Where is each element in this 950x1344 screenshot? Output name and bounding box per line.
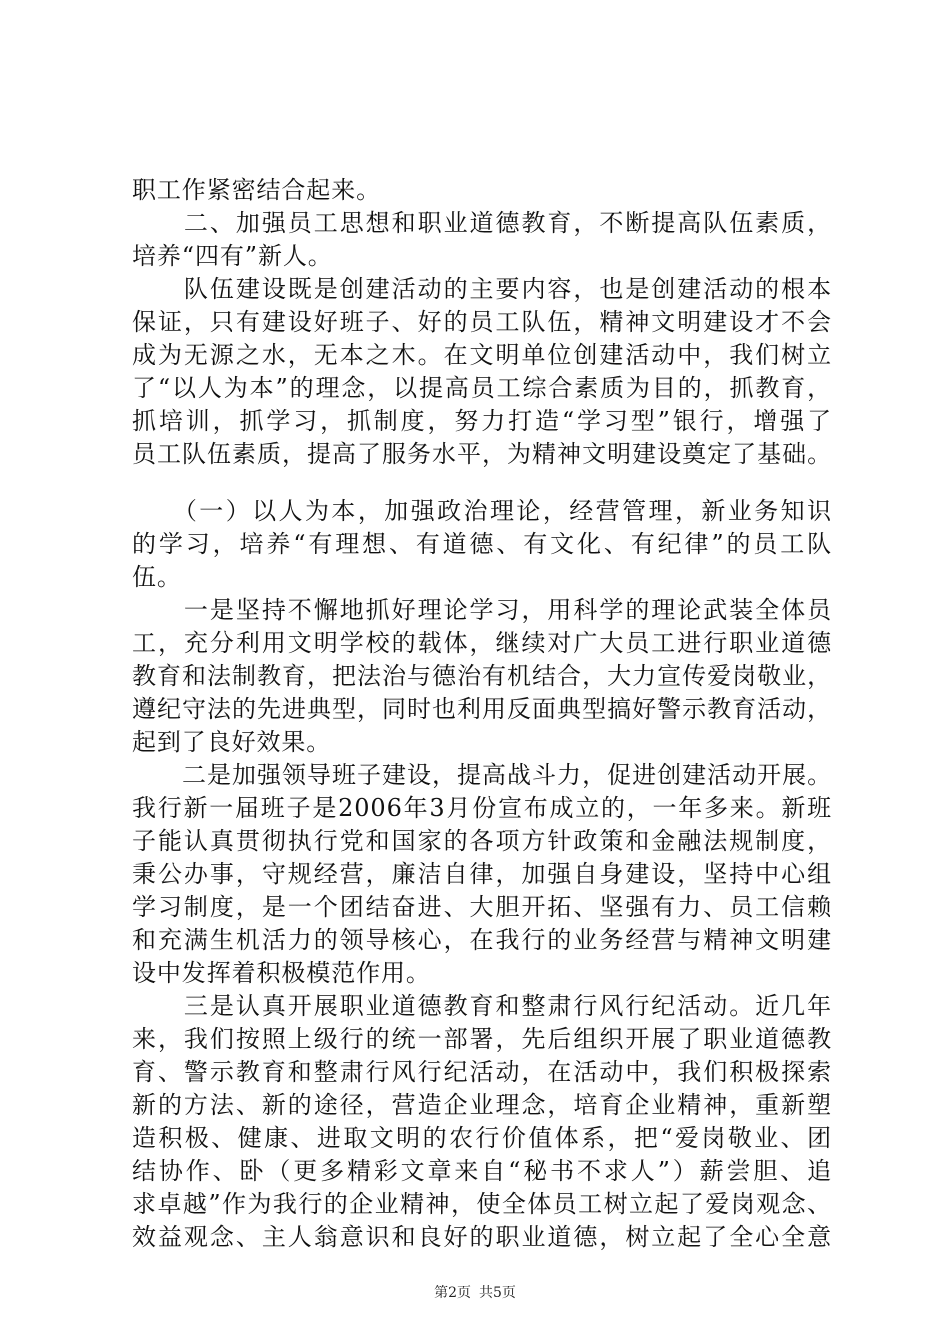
text-line: 工，充分利用文明学校的载体，继续对广大员工进行职业道德	[132, 629, 832, 657]
text-line: 来，我们按照上级行的统一部署，先后组织开展了职业道德教	[132, 1025, 832, 1053]
text-line: 二是加强领导班子建设，提高战斗力，促进创建活动开展。	[132, 761, 832, 789]
text-line: 二、加强员工思想和职业道德教育，不断提高队伍素质，	[132, 209, 832, 237]
text-line: 伍。	[132, 563, 182, 591]
text-line: 新的方法、新的途径，营造企业理念，培育企业精神，重新塑	[132, 1091, 832, 1119]
text-line: 学习制度，是一个团结奋进、大胆开拓、坚强有力、员工信赖	[132, 893, 832, 921]
text-line: 培养“四有”新人。	[132, 242, 333, 270]
text-line: 和充满生机活力的领导核心，在我行的业务经营与精神文明建	[132, 926, 832, 954]
text-line: 抓培训，抓学习，抓制度，努力打造“学习型”银行，增强了	[132, 407, 832, 435]
page-number: 第2页	[434, 1285, 471, 1301]
text-line: 效益观念、主人翁意识和良好的职业道德，树立起了全心全意	[132, 1223, 832, 1251]
text-line: 教育和法制教育，把法治与德治有机结合，大力宣传爱岗敬业，	[132, 662, 832, 690]
text-line: 员工队伍素质，提高了服务水平，为精神文明建设奠定了基础。	[132, 440, 832, 468]
text-line: 三是认真开展职业道德教育和整肃行风行纪活动。近几年	[132, 992, 832, 1020]
text-line: 一是坚持不懈地抓好理论学习，用科学的理论武装全体员	[132, 596, 832, 624]
page-total: 共5页	[479, 1285, 516, 1301]
text-line: 成为无源之水，无本之木。在文明单位创建活动中，我们树立	[132, 341, 832, 369]
text-line: 育、警示教育和整肃行风行纪活动，在活动中，我们积极探索	[132, 1058, 832, 1086]
text-line: 秉公办事，守规经营，廉洁自律，加强自身建设，坚持中心组	[132, 860, 832, 888]
text-line: 结协作、卧（更多精彩文章来自“秘书不求人”）薪尝胆、追	[132, 1157, 832, 1185]
document-body	[132, 174, 832, 1254]
text-line: 队伍建设既是创建活动的主要内容，也是创建活动的根本	[132, 275, 832, 303]
text-line: 求卓越”作为我行的企业精神，使全体员工树立起了爱岗观念、	[132, 1190, 832, 1218]
text-line: 我行新一届班子是2006年3月份宣布成立的，一年多来。新班	[132, 794, 832, 822]
text-line: 子能认真贯彻执行党和国家的各项方针政策和金融法规制度，	[132, 827, 832, 855]
text-line: 职工作紧密结合起来。	[132, 176, 381, 204]
text-line: （一）以人为本，加强政治理论，经营管理，新业务知识	[132, 497, 832, 525]
text-line: 的学习，培养“有理想、有道德、有文化、有纪律”的员工队	[132, 530, 832, 558]
text-line: 起到了良好效果。	[132, 728, 332, 756]
text-line: 造积极、健康、进取文明的农行价值体系，把“爱岗敬业、团	[132, 1124, 832, 1152]
page-footer	[0, 1284, 950, 1302]
text-line: 设中发挥着积极模范作用。	[132, 959, 431, 987]
text-line: 遵纪守法的先进典型，同时也利用反面典型搞好警示教育活动，	[132, 695, 832, 723]
text-line: 保证，只有建设好班子、好的员工队伍，精神文明建设才不会	[132, 308, 832, 336]
text-line: 了“以人为本”的理念，以提高员工综合素质为目的，抓教育，	[132, 374, 832, 402]
